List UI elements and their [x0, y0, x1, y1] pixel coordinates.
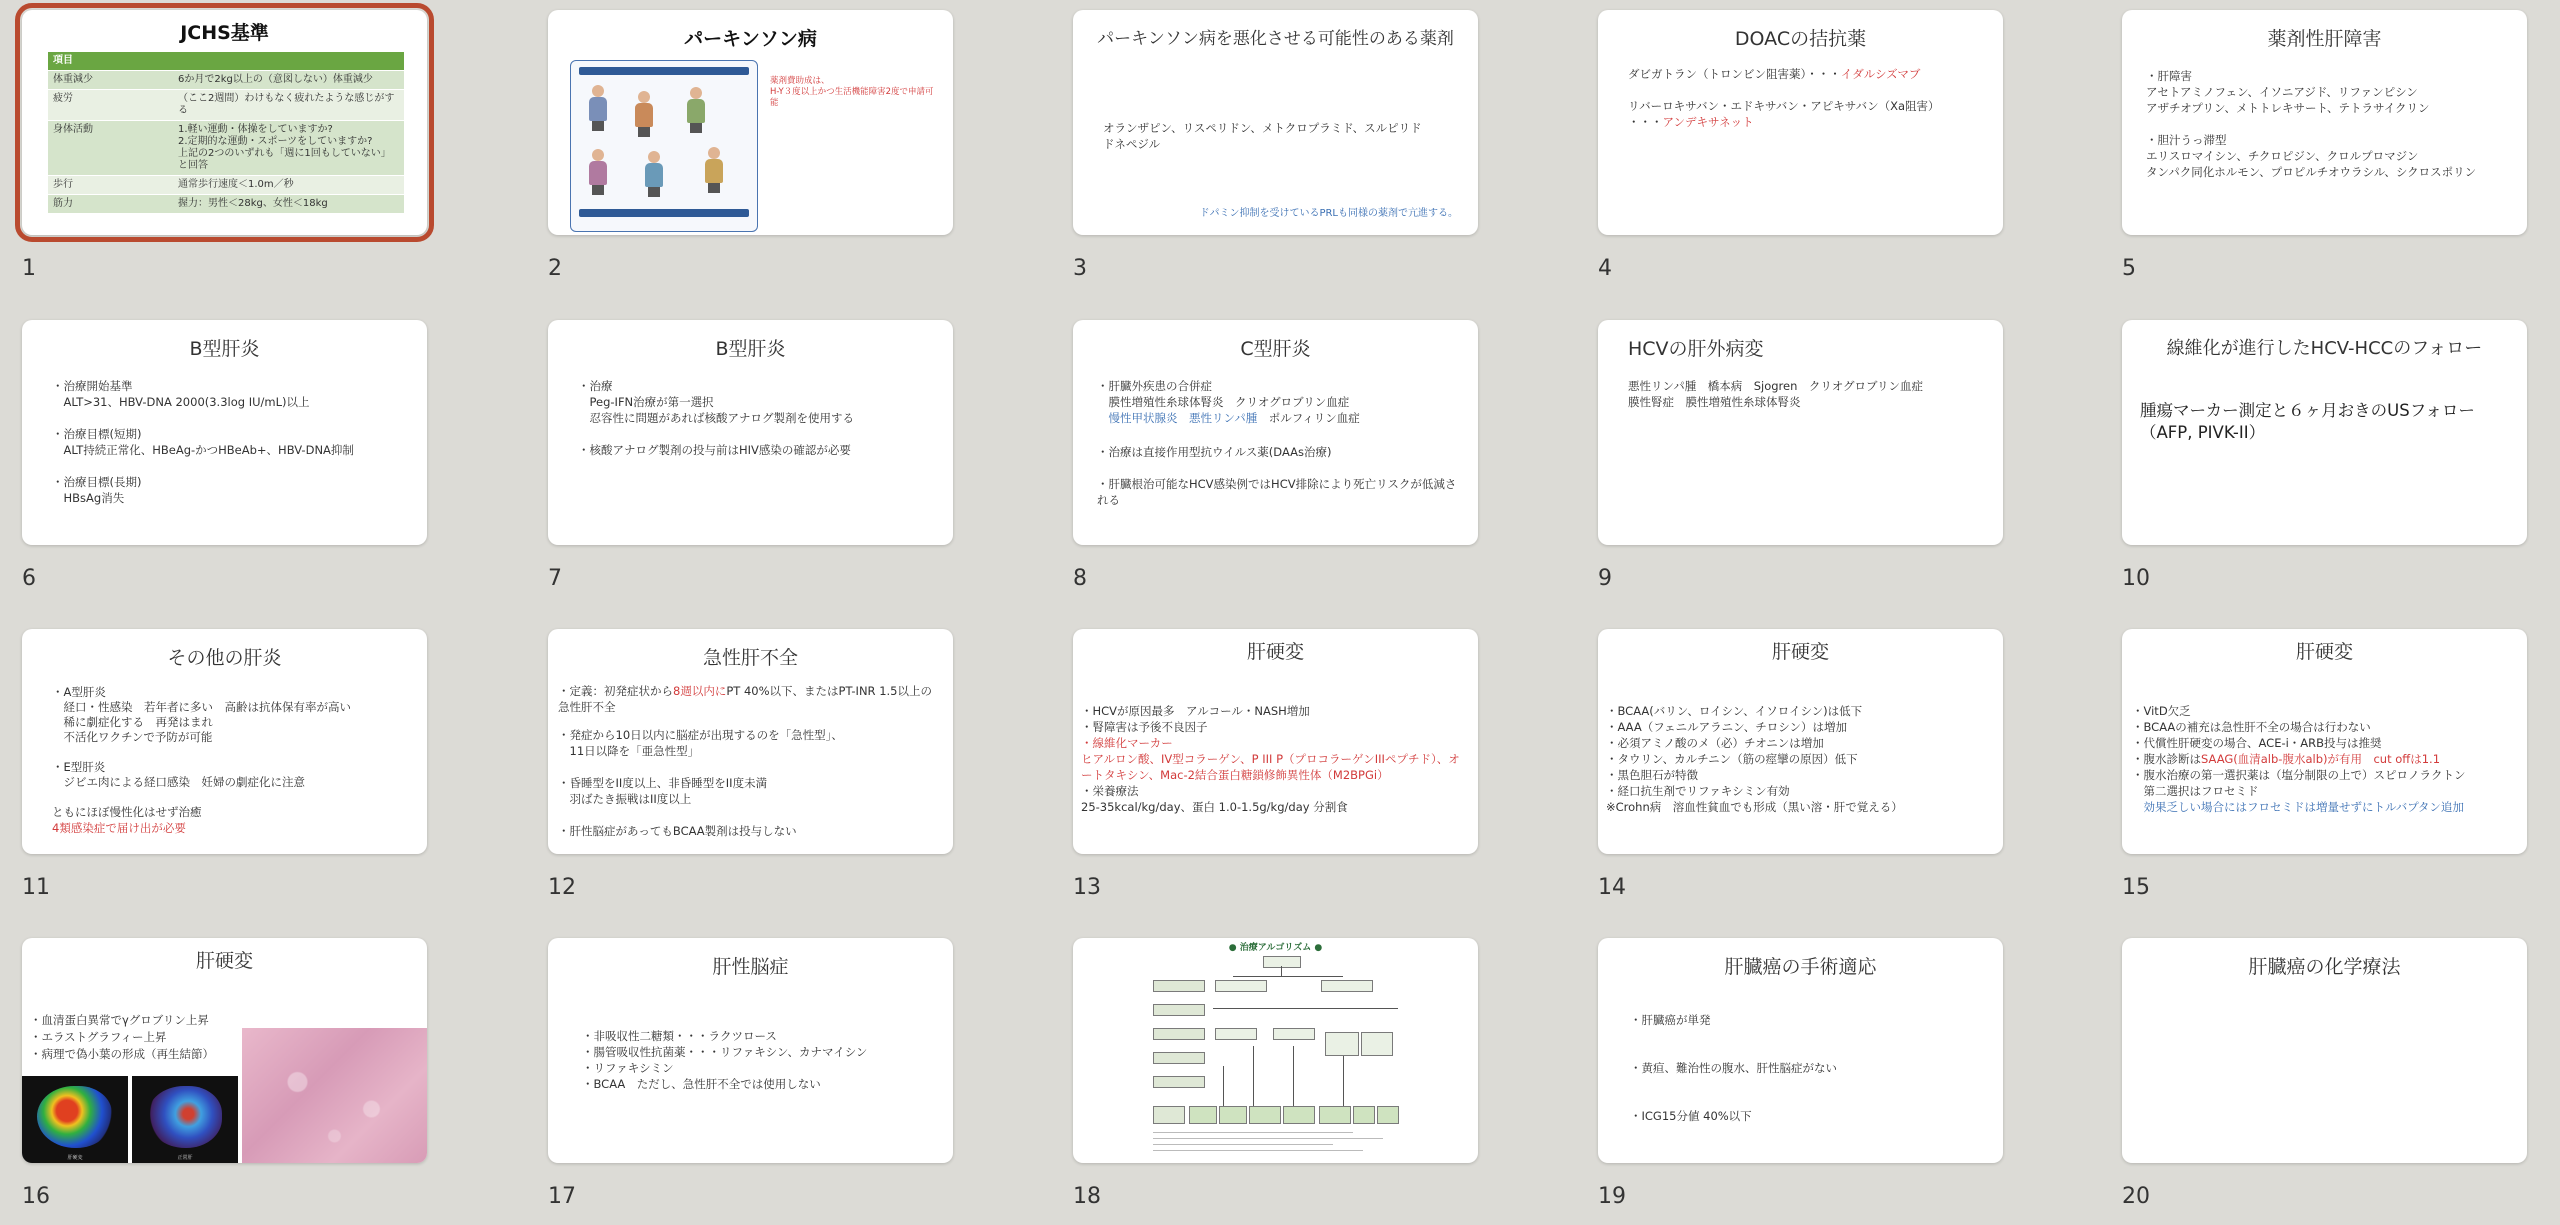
slide-title: B型肝炎 — [189, 338, 260, 360]
slide-text: PT 40%以下、またはPT-INR 1.5以上の急性肝不全 — [558, 684, 932, 714]
slide-number: 2 — [548, 256, 562, 281]
table-cell: 筋力 — [48, 195, 173, 214]
slide-18[interactable] — [1073, 938, 1478, 1163]
footnote-line — [1153, 1150, 1363, 1151]
flow-node — [1153, 1052, 1205, 1064]
slide-body — [2132, 703, 2513, 815]
slide-title: 薬剤性肝障害 — [2267, 28, 2382, 50]
slide-title: 肝臓癌の化学療法 — [2248, 956, 2401, 978]
flow-connector — [1281, 966, 1282, 976]
slide-10[interactable] — [2122, 320, 2527, 545]
ct-image: 肝硬変 — [22, 1076, 128, 1163]
slide-title: その他の肝炎 — [167, 647, 282, 669]
slide-number: 4 — [1598, 256, 1612, 281]
slide-title: 肝硬変 — [1246, 641, 1304, 663]
slide-body: 悪性リンパ腫 橋本病 Sjogren クリオグロブリン血症 膜性腎症 膜性増殖性糸球体腎炎 — [1628, 379, 1924, 409]
slide-body: ・肝臓癌が単発 ・黄疸、難治性の腹水、肝性脳症がない ・ICG15分値 40%以下 — [1630, 1013, 1837, 1123]
person-figure — [701, 147, 727, 193]
flow-node — [1215, 980, 1267, 992]
slide-text: ・VitD欠乏 ・BCAAの補充は急性肝不全の場合は行わない ・代償性肝硬変の場合、ACE-i・ARB投与は推奨 ・腹水診断は — [2132, 704, 2382, 766]
flow-node — [1189, 1106, 1217, 1124]
slide-16[interactable] — [22, 938, 427, 1163]
slide-number: 9 — [1598, 566, 1612, 591]
table-cell: （ここ2週間）わけもなく疲れたような感じがする — [173, 90, 404, 121]
slide-body: ・A型肝炎 経口・性感染 若年者に多い 高齢は抗体保有率が高い 稀に劇症化する 再発はまれ 不活化ワクチンで予防が可能 ・E型肝炎 ジビエ肉による経口感染 妊婦の劇症化に注意 ともにほぼ慢性化はせず治癒 — [52, 685, 351, 819]
slide-title: パーキンソン病 — [684, 28, 817, 50]
slide-title: 肝硬変 — [195, 950, 253, 972]
table-cell: 通常歩行速度＜1.0m／秒 — [173, 176, 404, 195]
person-figure — [631, 91, 657, 137]
ct-image: 正常肝 — [132, 1076, 238, 1163]
slide-number: 8 — [1073, 566, 1087, 591]
slide-title: B型肝炎 — [715, 338, 786, 360]
flow-node — [1319, 1106, 1351, 1124]
slide-body: ・発症から10日以内に脳症が出現するのを「急性型」、 11日以降を「亜急性型」 ・昏睡型をII度以上、非昏睡型をII度未満 羽ばたき振戦はII度以上 ・肝性脳症があってもBCAA製剤は投与しない — [558, 728, 843, 838]
slide-number: 5 — [2122, 256, 2136, 281]
flow-node — [1377, 1106, 1399, 1124]
slide-6[interactable] — [22, 320, 427, 545]
antidote-name: アンデキサネット — [1662, 115, 1754, 129]
slide-number: 18 — [1073, 1184, 1101, 1209]
slide-number: 10 — [2122, 566, 2150, 591]
slide-1[interactable] — [22, 10, 427, 235]
slide-text: ・腹水治療の第一選択薬は（塩分制限の上で）スピロノラクトン 第二選択はフロセミド — [2132, 768, 2466, 798]
slide-body: ・肝障害 アセトアミノフェン、イソニアジド、リファンピシン アザチオプリン、メトトレキサート、テトラサイクリン ・胆汁うっ滞型 エリスロマイシン、チクロピジン、クロルプロマジン タンパク同化ホルモン、プロピルチオウラシル、シクロスポリン — [2146, 69, 2477, 179]
flow-node — [1219, 1106, 1247, 1124]
slide-title: JCHS基準 — [180, 22, 269, 44]
slide-note: ・線維化マーカー ヒアルロン酸、IV型コラーゲン、P III P（プロコラーゲンIIIペプチド）、オートタキシン、Mac-2結合蛋白糖鎖修飾異性体（M2BPGi） — [1081, 736, 1460, 782]
table-cell: 1.軽い運動・体操をしていますか? 2.定期的な運動・スポーツをしていますか? 上記の2つのいずれも「週に1回もしていない」と回答 — [173, 121, 404, 176]
slide-title: 肝性脳症 — [712, 956, 789, 978]
highlighted-text: 8週以内に — [673, 684, 727, 698]
flow-node — [1153, 980, 1205, 992]
highlighted-text: 効果乏しい場合にはフロセミドは増量せずにトルバプタン追加 — [2132, 800, 2464, 814]
illustration-header-bar — [579, 67, 749, 75]
slide-title: 肝硬変 — [1771, 641, 1829, 663]
slide-body: ・HCVが原因最多 アルコール・NASH増加 ・腎障害は予後不良因子 — [1081, 704, 1310, 734]
slide-title: C型肝炎 — [1240, 338, 1311, 360]
slide-8[interactable] — [1073, 320, 1478, 545]
slide-note: ドパミン抑制を受けているPRLも同様の薬剤で亢進する。 — [1199, 208, 1458, 219]
person-figure — [641, 151, 667, 197]
flow-connector — [1213, 1008, 1398, 1009]
flow-connector — [1293, 1046, 1294, 1106]
slide-body: 腫瘍マーカー測定と６ヶ月おきのUSフォロー （AFP, PIVK-II） — [2140, 401, 2475, 442]
slide-body: ・治療 Peg-IFN治療が第一選択 忍容性に問題があれば核酸アナログ製剤を使用する ・核酸アナログ製剤の投与前はHIV感染の確認が必要 — [578, 379, 854, 457]
slide-text: ・肝臓外疾患の合併症 膜性増殖性糸球体腎炎 クリオグロブリン血症 — [1097, 379, 1350, 409]
pathology-image — [242, 1028, 427, 1163]
flow-node — [1321, 980, 1373, 992]
slide-body: ・BCAA(バリン、ロイシン、イソロイシン)は低下 ・AAA（フェニルアラニン、チロシン）は増加 ・必須アミノ酸のメ（必）チオニンは増加 ・タウリン、カルチニン（筋の痙攣の原因）低下 ・黒色胆石が特徴 ・経口抗生剤でリファキシミン有効 ※Crohn病 溶血性貧血でも形成（黒い溶・肝で覚える） — [1606, 704, 1903, 814]
slide-text: ダビガトラン（トロンビン阻害薬）・・・ — [1628, 67, 1841, 81]
flow-connector — [1223, 1066, 1224, 1106]
flow-node — [1273, 1028, 1315, 1040]
slide-title: 肝臓癌の手術適応 — [1724, 956, 1877, 978]
slide-9[interactable] — [1598, 320, 2003, 545]
flow-node — [1263, 956, 1301, 968]
slide-text: ポルフィリン血症 — [1257, 411, 1360, 425]
slide-number: 3 — [1073, 256, 1087, 281]
slide-body: ・血清蛋白異常でγグロブリン上昇 ・エラストグラフィー上昇 ・病理で偽小葉の形成（再生結節） — [30, 1013, 214, 1061]
slide-title: DOACの拮抗薬 — [1734, 28, 1867, 50]
slide-4[interactable] — [1598, 10, 2003, 235]
slide-number: 17 — [548, 1184, 576, 1209]
flow-connector — [1233, 976, 1343, 977]
slide-13[interactable] — [1073, 629, 1478, 854]
slide-title: ● 治療アルゴリズム ● — [1228, 943, 1323, 953]
slide-body — [1628, 66, 1989, 82]
slide-body: ・治療開始基準 ALT>31、HBV-DNA 2000(3.3log IU/mL)以上 ・治療目標(短期) ALT持続正常化、HBeAg-かつHBeAb+、HBV-DNA抑制 ・治療目標(長期) HBsAg消失 — [52, 379, 354, 505]
person-figure — [683, 87, 709, 133]
flow-node — [1325, 1032, 1359, 1056]
slide-11[interactable] — [22, 629, 427, 854]
slide-number: 1 — [22, 256, 36, 281]
table-cell: 体重減少 — [48, 71, 173, 90]
flow-node — [1283, 1106, 1315, 1124]
slide-note: 薬剤費助成は、 H-Y３度以上かつ生活機能障害2度で申請可能 — [770, 76, 934, 108]
slide-15[interactable] — [2122, 629, 2527, 854]
slide-number: 12 — [548, 875, 576, 900]
slide-number: 15 — [2122, 875, 2150, 900]
slide-title: 肝硬変 — [2295, 641, 2353, 663]
slide-17[interactable] — [548, 938, 953, 1163]
highlighted-text: SAAG(血清alb-腹水alb)が有用 cut offは1.1 — [2201, 752, 2441, 766]
slide-number: 6 — [22, 566, 36, 591]
flow-connector — [1343, 1056, 1344, 1106]
slide-note: 4類感染症で届け出が必要 — [52, 821, 186, 835]
person-figure — [585, 149, 611, 195]
flow-node — [1353, 1106, 1375, 1124]
slide-body — [558, 683, 939, 715]
flow-connector — [1253, 1046, 1254, 1106]
table-cell: 歩行 — [48, 176, 173, 195]
slide-body: オランザピン、リスペリドン、メトクロプラミド、スルピリド ドネペジル — [1103, 121, 1422, 151]
flow-node — [1249, 1106, 1281, 1124]
slide-title: HCVの肝外病変 — [1628, 338, 1764, 360]
antidote-name: イダルシズマブ — [1840, 67, 1921, 81]
footnote-line — [1153, 1144, 1333, 1145]
slide-body — [1628, 98, 1989, 130]
flow-node — [1361, 1032, 1393, 1056]
flow-node — [1153, 1004, 1205, 1016]
slide-3[interactable] — [1073, 10, 1478, 235]
table-cell: 身体活動 — [48, 121, 173, 176]
slide-5[interactable] — [2122, 10, 2527, 235]
flow-node — [1153, 1076, 1205, 1088]
table-cell: 6か月で2kg以上の（意図しない）体重減少 — [173, 71, 404, 90]
flow-node — [1153, 1106, 1185, 1124]
footnote-line — [1153, 1138, 1383, 1139]
illustration-footer-bar — [579, 209, 749, 217]
slide-title: パーキンソン病を悪化させる可能性のある薬剤 — [1097, 29, 1454, 49]
highlighted-text: 慢性甲状腺炎 悪性リンパ腫 — [1108, 411, 1258, 425]
flow-node — [1153, 1028, 1205, 1040]
slide-text: リバーロキサバン・エドキサバン・アピキサバン（Xa阻害） ・・・ — [1628, 99, 1940, 129]
slide-number: 11 — [22, 875, 50, 900]
slide-7[interactable] — [548, 320, 953, 545]
jchs-table — [48, 52, 404, 214]
slide-body: ・治療は直接作用型抗ウイルス薬(DAAs治療) ・肝臓根治可能なHCV感染例ではHCV排除により死亡リスクが低減される — [1097, 445, 1457, 507]
slide-number: 16 — [22, 1184, 50, 1209]
slide-20[interactable] — [2122, 938, 2527, 1163]
slide-12[interactable] — [548, 629, 953, 854]
person-figure — [585, 85, 611, 131]
slide-text: ・定義：初発症状から — [558, 684, 673, 698]
slide-number: 13 — [1073, 875, 1101, 900]
treatment-algorithm-flowchart — [1153, 956, 1398, 1156]
slide-14[interactable] — [1598, 629, 2003, 854]
slide-title: 線維化が進行したHCV-HCCのフォロー — [2166, 338, 2483, 359]
footnote-line — [1153, 1132, 1353, 1133]
slide-body — [1097, 378, 1464, 426]
slide-number: 19 — [1598, 1184, 1626, 1209]
slide-body: ・栄養療法 25-35kcal/kg/day、蛋白 1.0-1.5g/kg/day 分割食 — [1081, 784, 1348, 814]
table-cell: 疲労 — [48, 90, 173, 121]
slide-number: 14 — [1598, 875, 1626, 900]
table-cell: 握力：男性＜28kg、女性＜18kg — [173, 195, 404, 214]
table-header: 項目 — [48, 52, 173, 71]
parkinson-illustration — [570, 60, 758, 232]
slide-body: ・非吸収性二糖類・・・ラクツロース ・腸管吸収性抗菌薬・・・リファキシン、カナマイシン ・リファキシミン ・BCAA ただし、急性肝不全では使用しない — [582, 1029, 868, 1091]
slide-title: 急性肝不全 — [702, 647, 798, 669]
table-header — [173, 52, 404, 71]
slide-number: 20 — [2122, 1184, 2150, 1209]
flow-node — [1215, 1028, 1257, 1040]
slide-19[interactable] — [1598, 938, 2003, 1163]
slide-number: 7 — [548, 566, 562, 591]
slide-2[interactable] — [548, 10, 953, 235]
